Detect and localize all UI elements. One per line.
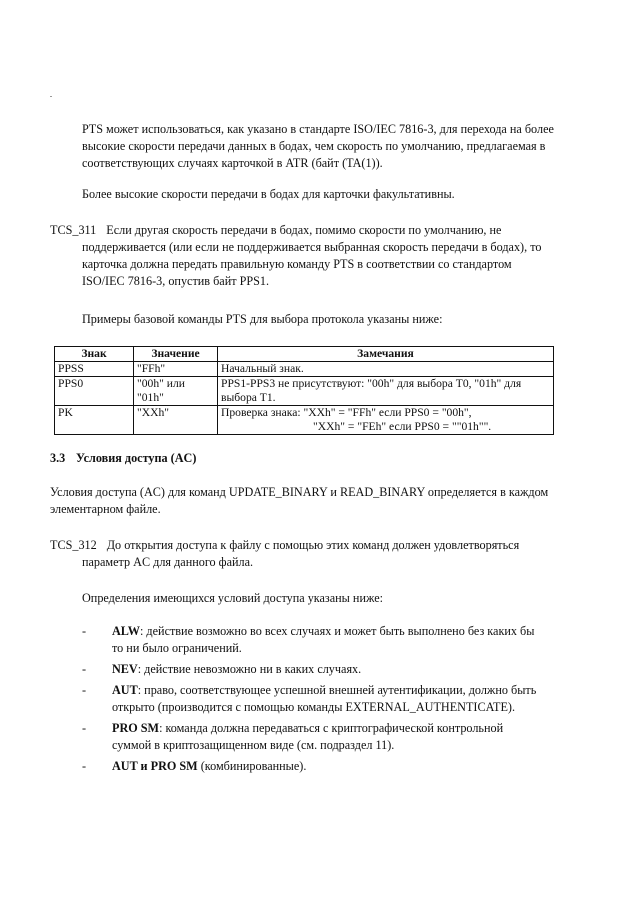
table-cell: PPSS bbox=[55, 362, 134, 377]
list-term: PRO SM bbox=[112, 721, 160, 735]
requirement-label: TCS_312 bbox=[50, 538, 97, 552]
list-dash: - bbox=[82, 721, 87, 735]
requirement-tcs-312 bbox=[50, 537, 550, 571]
table-cell: "FFh" bbox=[134, 362, 218, 377]
remark-line: Проверка знака: "XXh" = "FFh" если PPS0 = "00h", bbox=[221, 406, 472, 419]
table-cell: "XXh" bbox=[134, 406, 218, 435]
table-cell: PPS1-PPS3 не присутствуют: "00h" для выбора T0, "01h" для выбора T1. bbox=[218, 377, 554, 406]
list-item bbox=[82, 720, 542, 754]
list-dash: - bbox=[82, 624, 87, 638]
list-term: ALW bbox=[112, 624, 140, 638]
column-header: Знак bbox=[55, 347, 134, 362]
requirement-text: Если другая скорость передачи в бодах, помимо скорости по умолчанию, не поддерживается (или если не поддерживается выбранная скорость передачи в бодах), то карточка должна передать правильную команду PTS в соответствии со стандартом ISO/IEC 7816-3, опустив байт PPS1. bbox=[82, 223, 542, 288]
list-description: (комбинированные). bbox=[197, 759, 307, 773]
table-cell: PPS0 bbox=[55, 377, 134, 406]
list-description: : команда должна передаваться с криптографической контрольной суммой в криптозащищенном виде (см. подраздел 11). bbox=[112, 721, 504, 752]
table-row bbox=[55, 406, 554, 435]
scan-speck bbox=[50, 96, 52, 97]
optional-speeds-paragraph: Более высокие скорости передачи в бодах для карточки факультативны. bbox=[82, 187, 455, 201]
column-header: Значение bbox=[134, 347, 218, 362]
table-cell: PK bbox=[55, 406, 134, 435]
list-description: : действие невозможно ни в каких случаях. bbox=[137, 662, 362, 676]
list-dash: - bbox=[82, 662, 87, 676]
list-dash: - bbox=[82, 759, 87, 773]
list-item bbox=[82, 682, 542, 716]
table-cell: Начальный знак. bbox=[218, 362, 554, 377]
requirement-tcs-311 bbox=[50, 222, 550, 290]
definitions-paragraph: Определения имеющихся условий доступа указаны ниже: bbox=[82, 591, 384, 605]
remark-line: "XXh" = "FEh" если PPS0 = ""01h"". bbox=[313, 420, 492, 433]
list-item bbox=[82, 758, 542, 775]
column-header: Замечания bbox=[218, 347, 554, 362]
list-description: : право, соответствующее успешной внешней аутентификации, должно быть открыто (производится с помощью команды EXTERNAL_AUTHENTICATE). bbox=[112, 683, 537, 714]
access-conditions-paragraph: Условия доступа (AC) для команд UPDATE_BINARY и READ_BINARY определяется в каждом элементарном файле. bbox=[50, 485, 549, 516]
access-conditions-list bbox=[82, 623, 542, 779]
table-header-row bbox=[55, 347, 554, 362]
pts-intro-paragraph: PTS может использоваться, как указано в стандарте ISO/IEC 7816-3, для перехода на более высокие скорости передачи данных в бодах, чем скорость по умолчанию, предлагаемая в соответствующих случаях карточкой в ATR (байт (TA(1)). bbox=[82, 122, 554, 170]
list-term: NEV bbox=[112, 662, 138, 676]
list-term: AUT bbox=[112, 683, 138, 697]
section-title: Условия доступа (AC) bbox=[76, 451, 197, 465]
list-item bbox=[82, 661, 542, 678]
table-row bbox=[55, 377, 554, 406]
list-dash: - bbox=[82, 683, 87, 697]
section-heading bbox=[50, 450, 196, 467]
table-cell: "00h" или "01h" bbox=[134, 377, 218, 406]
list-item bbox=[82, 623, 542, 657]
section-number: 3.3 bbox=[50, 451, 66, 465]
requirement-text: До открытия доступа к файлу с помощью этих команд должен удовлетворяться параметр AC для данного файла. bbox=[82, 538, 520, 569]
pts-examples-paragraph: Примеры базовой команды PTS для выбора протокола указаны ниже: bbox=[82, 312, 443, 326]
requirement-label: TCS_311 bbox=[50, 223, 97, 237]
pts-examples-table bbox=[54, 346, 554, 435]
table-row bbox=[55, 362, 554, 377]
list-description: : действие возможно во всех случаях и может быть выполнено без каких бы то ни было ограничений. bbox=[112, 624, 535, 655]
list-term: AUT и PRO SM bbox=[112, 759, 198, 773]
table-cell bbox=[218, 406, 554, 435]
